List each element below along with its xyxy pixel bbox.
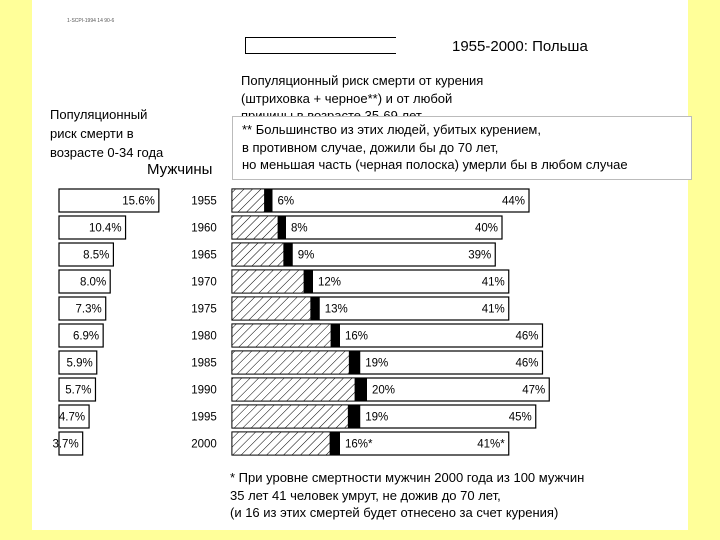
- smoking-black-segment: [331, 324, 340, 347]
- smoking-hatch-segment: [232, 351, 349, 374]
- left-value-label: 5.9%: [66, 357, 93, 370]
- smoking-black-segment: [284, 243, 293, 266]
- total-value-label: 46%: [515, 357, 539, 370]
- smoking-hatch-segment: [232, 189, 265, 212]
- total-value-label: 41%*: [477, 438, 505, 451]
- smoking-value-label: 20%: [372, 384, 396, 397]
- left-value-label: 4.7%: [58, 411, 86, 424]
- total-value-label: 46%: [515, 330, 539, 343]
- year-label: 2000: [191, 438, 217, 451]
- smoking-black-segment: [355, 378, 367, 401]
- footnote: [230, 469, 670, 522]
- left-value-label: 7.3%: [75, 303, 102, 316]
- smoking-hatch-segment: [232, 216, 278, 239]
- smoking-value-label: 12%: [318, 276, 342, 289]
- smoking-hatch-segment: [232, 405, 348, 428]
- year-label: 1975: [191, 303, 217, 316]
- year-label: 1965: [191, 249, 217, 262]
- smoking-black-segment: [311, 297, 320, 320]
- smoking-hatch-segment: [232, 297, 311, 320]
- smoking-value-label: 19%: [365, 357, 389, 370]
- smoking-value-label: 19%: [365, 411, 389, 424]
- left-value-label: 6.9%: [72, 330, 100, 343]
- note-line: ** Большинство из этих людей, убитых курением,: [242, 122, 541, 137]
- total-value-label: 44%: [501, 195, 525, 208]
- smoking-value-label: 16%*: [345, 438, 373, 451]
- year-label: 1985: [191, 357, 217, 370]
- left-label-line: Популяционный: [50, 107, 148, 122]
- footnote-line: 35 лет 41 человек умрут, не дожив до 70 лет,: [230, 487, 501, 503]
- smoking-black-segment: [348, 405, 360, 428]
- note-line: в противном случае, дожили бы до 70 лет,: [242, 139, 499, 155]
- left-label-line: риск смерти в: [50, 126, 134, 141]
- smoking-value-label: 8%: [291, 222, 308, 235]
- left-label-line: возрасте 0-34 года: [50, 145, 164, 160]
- left-value-label: 8.0%: [79, 276, 107, 289]
- desc-line: Популяционный риск смерти от курения: [241, 73, 484, 88]
- smoking-hatch-segment: [232, 243, 284, 266]
- year-label: 1995: [191, 411, 217, 424]
- total-value-label: 41%: [481, 276, 505, 289]
- total-value-label: 47%: [522, 384, 546, 397]
- smoking-black-segment: [349, 351, 360, 374]
- smoking-value-label: 9%: [297, 249, 315, 262]
- footnote-line: * При уровне смертности мужчин 2000 года из 100 мужчин: [230, 470, 585, 485]
- left-value-label: 5.7%: [65, 384, 92, 397]
- left-value-label: 15.6%: [122, 195, 155, 208]
- smoking-black-segment: [265, 189, 273, 212]
- smoking-black-segment: [330, 432, 340, 455]
- smoking-value-label: 6%: [277, 195, 295, 208]
- smoking-value-label: 16%: [345, 330, 369, 343]
- smoking-black-segment: [278, 216, 286, 239]
- total-value-label: 39%: [468, 249, 492, 262]
- men-label: Мужчины: [147, 161, 213, 178]
- left-value-label: 3.7%: [52, 438, 79, 451]
- left-value-label: 8.5%: [83, 249, 110, 262]
- smoking-hatch-segment: [232, 432, 330, 455]
- total-value-label: 41%: [481, 303, 505, 316]
- slide-code: 1-SCPI-1994 14 90-6: [67, 18, 115, 24]
- total-value-label: 45%: [508, 411, 532, 424]
- total-value-label: 40%: [474, 222, 498, 235]
- desc-line: (штриховка + черное**) и от любой: [241, 90, 453, 106]
- smoking-hatch-segment: [232, 378, 355, 401]
- year-label: 1980: [191, 330, 217, 343]
- chart-title: 1955-2000: Польша: [452, 38, 588, 55]
- smoking-black-segment: [304, 270, 313, 293]
- year-label: 1960: [191, 222, 217, 235]
- left-value-label: 10.4%: [88, 222, 122, 235]
- year-label: 1990: [191, 384, 217, 397]
- smoking-hatch-segment: [232, 270, 304, 293]
- smoking-value-label: 13%: [324, 303, 348, 316]
- note-line: но меньшая часть (черная полоска) умерли бы в любом случае: [242, 157, 628, 172]
- year-label: 1970: [191, 276, 217, 289]
- smoking-hatch-segment: [232, 324, 331, 347]
- footnote-line: (и 16 из этих смертей будет отнесено за счет курения): [230, 505, 559, 520]
- year-label: 1955: [191, 195, 217, 208]
